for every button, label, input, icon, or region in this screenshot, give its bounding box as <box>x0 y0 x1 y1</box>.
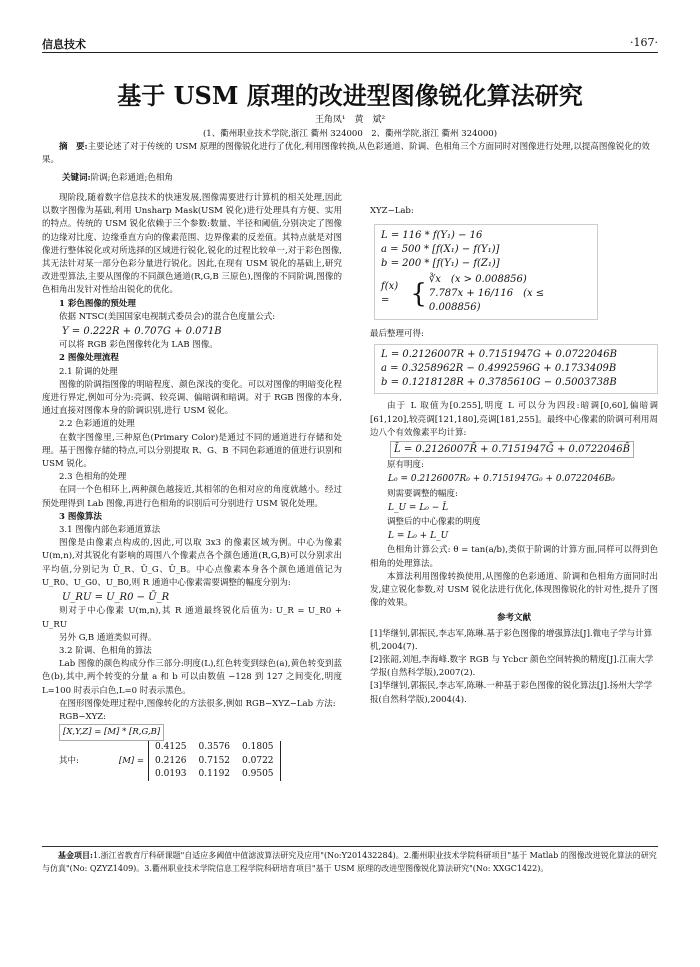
paper-title: 基于 USM 原理的改进型图像锐化算法研究 <box>117 81 583 110</box>
journal-section: 信息技术 <box>42 39 86 51</box>
section-2-heading: 2 图像处理流程 <box>59 353 119 364</box>
qizhong-label: 其中: <box>59 755 79 766</box>
section-2-3-heading: 2.3 色相角的处理 <box>59 472 127 483</box>
l0-equation: L₀ = 0.2126007R₀ + 0.7151947G₀ + 0.0722046B₀ <box>388 474 615 485</box>
section-3-2-heading: 3.2 阶调、色相角的算法 <box>59 645 152 656</box>
footnote-rule <box>42 846 658 847</box>
reference-item: [1]华继钊,郭振民,李志军,陈琳.基于彩色图像的增强算法[J].微电子学与计算机,2004(7). <box>370 628 653 652</box>
adjust-equation: U_RU = U_R0 − Ū_R <box>62 592 170 604</box>
matrix-cell: 0.3576 <box>198 742 231 753</box>
section-1-heading: 1 彩色图像的预处理 <box>59 298 136 309</box>
matrix-cell: 0.7152 <box>198 755 231 766</box>
keywords-label: 关键词: <box>62 173 91 183</box>
intro-paragraph: 现阶段,随着数字信息技术的快速发展,图像需要进行计算机的相关处理,因此以数字图像为基础,利用 Unsharp Mask(USM 锐化)进行处理具有方便、实用的特点。传统的 USM 锐化依赖于三个参数:数量、半径和阈值,分别决定了图像的边缘对比度、边缘垂直方向的像素范围、边界像素的反差值。其特点就是对图像进行整体锐化或对所选择的区域进行锐化,锐化的过程比较单一,对于彩色图像,其无法针对某一部分色彩分量进行锐化。因此,在现有 USM 锐化的基础上,研究改进型算法,主要从图像的不同颜色通道(R,G,B 三原色),图像的不同阶调,图像的色相角出发针对性给出锐化的优化。 <box>42 193 342 296</box>
conclusion-paragraph: 本算法利用图像转换使用,从图像的色彩通道、阶调和色相角方面同时出发,建立锐化参数,对 USM 锐化法进行优化,体现图像锐化的针对性,提升了图像的效果。 <box>370 571 658 609</box>
abstract-label: 摘 要: <box>59 142 88 152</box>
section-1-text: 依据 NTSC(美国国家电视制式委员会)的混合色度量公式: <box>59 311 276 322</box>
hue-paragraph: 色相角计算公式: θ = tan(a/b),类似于阶调的计算方面,同样可以得到色相角的处理算法。 <box>370 545 658 569</box>
funding-text: 1.浙江省教育厅科研课题"自适应多阈值中值滤波算法研究及应用"(No:Y201432284)。2.衢州职业技术学院科研项目"基于 Matlab 的图像改进锐化算法的研究与仿真"(No: QZYZ1409)。3.衢州职业技术学院信息工程学院科研培育项目"基于 USM 原理的改进型图像锐化算法研究"(No: XXGC1422)。 <box>42 851 657 873</box>
matrix-row <box>149 741 281 754</box>
final-eq-l: L = 0.2126007R + 0.7151947G + 0.0722046B <box>381 349 617 361</box>
l-equation: L = L₀ + L_U <box>388 531 449 542</box>
final-eq-b: b = 0.1218128R + 0.3785610G − 0.5003738B <box>381 377 617 389</box>
funding-footnote <box>42 849 658 875</box>
funding-label: 基金项目: <box>58 850 93 860</box>
section-3-2-text: Lab 图像的颜色构成分作三部分:明度(L),红色转变到绿色(a),黄色转变到蓝色(b),其中,两个转变的分量 a 和 b 可以由数值 −128 到 127 之间变化,明度 L=100 时表示白色,L=0 时表示黑色。 <box>42 659 342 696</box>
rgb-xyz-label: RGB−XYZ: <box>59 711 106 722</box>
matrix-cell: 0.0193 <box>155 768 187 779</box>
section-3-1-text-2: 则对于中心像素 U(m,n),其 R 通道最终锐化后值为: U_R = U_R0 + U_RU <box>42 606 342 630</box>
matrix-cell: 0.9505 <box>242 768 274 779</box>
lab-eq-a: a = 500 * [f(X₁) − f(Y₁)] <box>381 244 500 256</box>
section-2-2-text: 在数字图像里,三种原色(Primary Color)是通过不同的通道进行存储和处理。基于图像存储的特点,可以分别提取 R、G、B 不同色彩通道的值进行识别和 USM 锐化。 <box>42 432 342 470</box>
lab-equations-box: L = 116 * f(Y₁) − 16 a = 500 * [f(X₁) − f(Y₁)] b = 200 * [f(Y₁) − f(Z₁)] f(x) = { ∛x (x > 0.008856) 7.787x + 16/116 (x ≤ 0.008856) <box>374 224 598 320</box>
rgb-xyz-equation: [X,Y,Z] = [M] * [R,G,B] <box>59 724 164 741</box>
abstract-text: 主要论述了对于传统的 USM 原理的图像锐化进行了优化,利用图像转换,从色彩通道、阶调、色相角三个方面同时对图像进行处理,以提高图像锐化的效果。 <box>42 142 650 165</box>
adjust-amount-label: 则需要调整的幅度: <box>387 488 458 499</box>
lbar-equation: L̄ = 0.2126007R̄ + 0.7151947Ḡ + 0.0722046B̄ <box>390 441 634 458</box>
right-column <box>370 205 658 707</box>
page-number: ·167· <box>630 36 658 49</box>
section-3-heading: 3 图像算法 <box>59 511 102 522</box>
section-2-3-text: 在同一个色相环上,两种颜色越接近,其相邻的色相对应的角度就越小。经过预处理得到 Lab 图像,再进行色相角的识别后可分别进行 USM 锐化处理。 <box>42 485 342 509</box>
affiliation: (1、衢州职业技术学院,浙江 衢州 324000 2、衢州学院,浙江 衢州 324000) <box>202 129 498 139</box>
adjusted-lightness-label: 调整后的中心像素的明度 <box>387 517 481 528</box>
abstract <box>42 141 658 167</box>
matrix-cell: 0.4125 <box>155 742 187 753</box>
header-rule <box>42 52 658 53</box>
reference-item: [2]张韶,刘旭,李海峰.数字 RGB 与 Ycbcr 颜色空间转换的精度[J].江南大学学报(自然科学版),2007(2). <box>370 655 654 679</box>
section-1-text-2: 可以将 RGB 彩色图像转化为 LAB 图像。 <box>59 340 218 351</box>
ntsc-equation: Y = 0.222R + 0.707G + 0.071B <box>62 326 222 338</box>
conversion-matrix <box>148 741 281 781</box>
xyz-lab-label: XYZ−Lab: <box>370 206 414 216</box>
section-2-1-text: 图像的阶调指图像的明暗程度、颜色深浅的变化。可以对图像的明暗变化程度进行界定,例如可分为:亮调、较亮调、偏暗调和暗调。对于 RGB 图像的本身,通过直接对图像本身的阶调识别,进行 USM 锐化。 <box>42 379 342 417</box>
fx-case-1: ∛x (x > 0.008856) <box>428 274 527 286</box>
lu-equation: L_U = L₀ − L̄ <box>388 502 449 513</box>
references-heading: 参考文献 <box>496 613 531 624</box>
reference-item: [3]华继钊,郭振民,李志军,陈琳.一种基于彩色图像的锐化算法[J].扬州大学学报(自然科学版),2004(4). <box>370 681 653 705</box>
section-2-1-heading: 2.1 阶调的处理 <box>59 366 118 377</box>
final-eq-a: a = 0.3258962R − 0.4992596G + 0.1733409B <box>381 363 617 375</box>
keywords <box>62 171 173 183</box>
matrix-cell: 0.0722 <box>242 755 274 766</box>
fx-case-2: 7.787x + 16/116 (x ≤ 0.008856) <box>428 288 545 314</box>
tone-paragraph: 由于 L 取值为[0.255],明度 L 可以分为四段:暗调[0,60],偏暗调[61,120],较亮调[121,180],亮调[181,255]。最终中心像素的阶调可利用周边八个有效像素平均计算: <box>370 401 658 438</box>
final-equations-box <box>374 344 658 394</box>
section-3-1-heading: 3.1 图像内部色彩通道算法 <box>59 525 161 536</box>
matrix-cell: 0.2126 <box>155 755 187 766</box>
matrix-row <box>149 755 281 768</box>
matrix-row <box>149 768 281 781</box>
keywords-text: 阶调;色彩通道;色相角 <box>90 173 173 183</box>
fx-label: f(x) = <box>381 281 399 307</box>
matrix-cell: 0.1192 <box>198 768 231 779</box>
lab-eq-b: b = 200 * [f(Y₁) − f(Z₁)] <box>381 258 500 270</box>
section-3-1-text-3: 另外 G,B 通道类似可得。 <box>59 632 157 643</box>
section-3-2-text-2: 在图形图像处理过程中,图像转化的方法很多,例如 RGB−XYZ−Lab 方法: <box>59 698 336 709</box>
section-2-2-heading: 2.2 色彩通道的处理 <box>59 419 135 430</box>
final-label: 最后整理可得: <box>370 329 424 340</box>
matrix-cell: 0.1805 <box>242 742 274 753</box>
matrix-label: [M] = <box>118 755 145 766</box>
lab-eq-l: L = 116 * f(Y₁) − 16 <box>381 230 483 242</box>
left-column <box>42 192 342 781</box>
section-3-1-text: 图像是由像素点构成的,因此,可以取 3x3 的像素区域为例。中心为像素 U(m,n),对其锐化有影响的周围八个像素点各个颜色通道(R,G,B)可以分别求出平均值,分别记为 Ū_R、Ū_G、Ū_B。中心点像素本身各个颜色通道值记为 U_R0、U_G0、U_B0,则 R 通道中心像素需要调整的幅度分别为: <box>42 538 342 588</box>
original-lightness-label: 原有明度: <box>387 460 424 471</box>
authors: 王角凤¹ 黄 斌² <box>314 115 386 125</box>
